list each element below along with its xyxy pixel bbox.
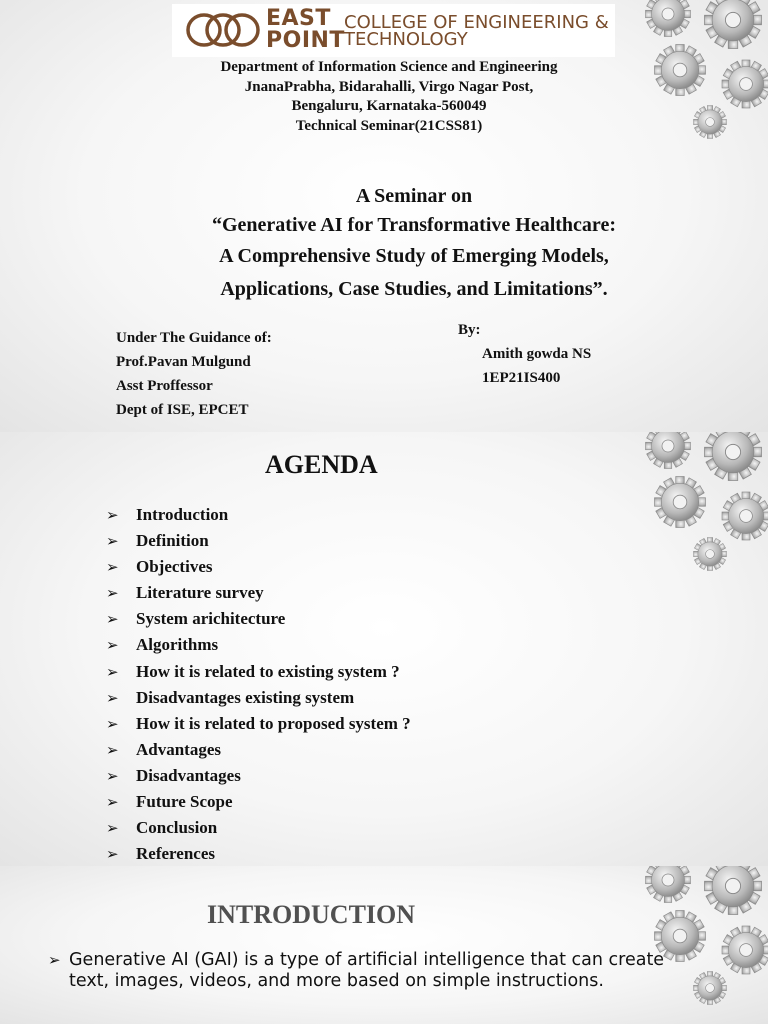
arrow-bullet-icon: ➢ [106, 819, 119, 838]
list-item [106, 632, 411, 658]
seminar-line: A Seminar on [355, 185, 473, 207]
arrow-bullet-icon: ➢ [106, 558, 119, 577]
college-logo [172, 4, 615, 57]
arrow-bullet-icon: ➢ [106, 532, 119, 551]
agenda-item-label: References [136, 844, 215, 864]
agenda-list [106, 502, 411, 866]
list-item [106, 606, 411, 632]
arrow-bullet-icon: ➢ [106, 766, 119, 785]
gears-icon [628, 432, 768, 572]
list-item [106, 763, 411, 789]
logo-college-text: COLLEGE OF ENGINEERING & [344, 12, 609, 33]
department-line: Department of Information Science and Engineering [220, 59, 558, 75]
arrow-bullet-icon: ➢ [106, 610, 119, 629]
guidance-block [116, 326, 272, 422]
agenda-item-label: Objectives [136, 557, 213, 577]
list-item [106, 841, 411, 866]
agenda-item-label: Disadvantages existing system [136, 687, 355, 707]
list-item [106, 685, 411, 711]
agenda-item-label: How it is related to proposed system ? [136, 713, 411, 733]
arrow-bullet-icon: ➢ [106, 714, 119, 733]
logo-east-text: EAST [266, 6, 331, 31]
by-label: By: [458, 322, 481, 338]
arrow-bullet-icon: ➢ [106, 845, 119, 864]
seminar-line: A Comprehensive Study of Emerging Models, [219, 245, 609, 267]
arrow-bullet-icon: ➢ [106, 506, 119, 524]
address-line-1: JnanaPrabha, Bidarahalli, Virgo Nagar Post, [244, 78, 534, 95]
agenda-item-label: Definition [136, 531, 209, 551]
presenter-usn: 1EP21IS400 [482, 370, 561, 386]
arrow-bullet-icon: ➢ [106, 584, 119, 603]
agenda-item-label: Algorithms [136, 635, 219, 655]
agenda-item-label: Future Scope [136, 792, 233, 812]
guide-designation: Asst Proffessor [116, 378, 213, 394]
presenter-name: Amith gowda NS [482, 346, 592, 362]
agenda-title: AGENDA [265, 450, 378, 479]
logo-emblem-icon [184, 10, 262, 50]
list-item [106, 528, 411, 554]
presenter-block [458, 322, 592, 386]
agenda-item-label: Literature survey [136, 583, 264, 603]
list-item [106, 789, 411, 815]
list-item [106, 815, 411, 841]
agenda-slide [0, 432, 768, 866]
list-item [106, 659, 411, 685]
agenda-item-label: Conclusion [136, 818, 218, 838]
arrow-bullet-icon: ➢ [106, 688, 119, 707]
agenda-item-label: Introduction [136, 505, 229, 524]
list-item [106, 580, 411, 606]
agenda-item-label: How it is related to existing system ? [136, 661, 400, 681]
list-item [106, 502, 411, 528]
guidance-label: Under The Guidance of: [116, 330, 272, 346]
logo-point-text: POINT [266, 28, 345, 53]
agenda-item-label: Advantages [136, 739, 222, 759]
department-block [0, 58, 768, 136]
guide-department: Dept of ISE, EPCET [116, 402, 249, 418]
introduction-slide [0, 866, 768, 1024]
list-item [106, 737, 411, 763]
course-line: Technical Seminar(21CSS81) [295, 117, 483, 134]
introduction-bullet [48, 950, 668, 992]
agenda-item-label: Disadvantages [136, 765, 241, 785]
title-slide [0, 0, 768, 432]
seminar-line: Applications, Case Studies, and Limitations”. [220, 278, 608, 300]
seminar-title [0, 182, 768, 306]
logo-technology-text: TECHNOLOGY [344, 29, 468, 50]
agenda-item-label: System arichitecture [136, 609, 286, 629]
arrow-bullet-icon: ➢ [106, 740, 119, 759]
list-item [106, 554, 411, 580]
list-item [106, 711, 411, 737]
seminar-line: “Generative AI for Transformative Healthcare: [212, 214, 616, 236]
guide-name: Prof.Pavan Mulgund [116, 354, 251, 370]
arrow-bullet-icon: ➢ [106, 662, 119, 681]
address-line-2: Bengaluru, Karnataka-560049 [291, 98, 487, 114]
arrow-bullet-icon: ➢ [106, 793, 119, 812]
introduction-title: INTRODUCTION [207, 900, 416, 929]
arrow-bullet-icon: ➢ [48, 951, 61, 969]
arrow-bullet-icon: ➢ [106, 636, 119, 655]
introduction-text: Generative AI (GAI) is a type of artificial intelligence that can create text, images, videos, and more based on simple instructions. [69, 950, 665, 991]
